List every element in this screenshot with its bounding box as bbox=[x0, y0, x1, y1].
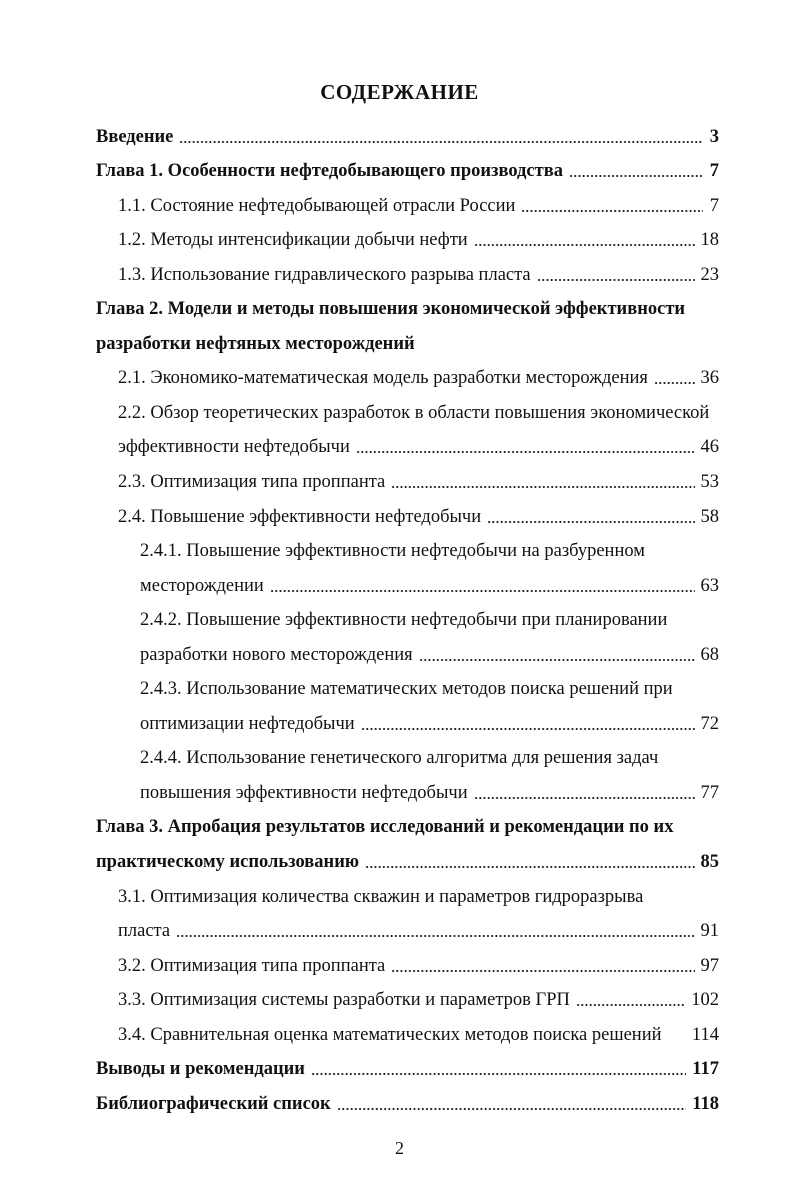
toc-page-number: 85 bbox=[700, 852, 719, 873]
dot-leader bbox=[666, 1040, 688, 1046]
toc-entry[interactable] bbox=[0, 286, 799, 321]
toc-page-number: 3 bbox=[709, 126, 719, 147]
toc-entry[interactable] bbox=[0, 389, 799, 424]
toc-entry[interactable] bbox=[0, 804, 799, 839]
toc-entry-text: 2.4.1. Повышение эффективности нефтедобычи на разбуренном bbox=[140, 541, 645, 562]
dot-leader bbox=[391, 483, 694, 489]
toc-entry[interactable] bbox=[0, 458, 799, 493]
toc-page-number: 117 bbox=[692, 1059, 719, 1080]
toc-entry-text: 3.3. Оптимизация системы разработки и параметров ГРП bbox=[118, 990, 570, 1011]
toc-entry-text: 2.4.4. Использование генетического алгоритма для решения задач bbox=[140, 748, 659, 769]
toc-page-number: 102 bbox=[691, 990, 719, 1011]
toc-entry[interactable] bbox=[0, 493, 799, 528]
toc-entry[interactable] bbox=[0, 182, 799, 217]
toc-entry-text: Выводы и рекомендации bbox=[96, 1059, 305, 1080]
toc-entry-text: месторождении bbox=[140, 575, 264, 596]
dot-leader bbox=[419, 656, 695, 662]
toc-entry-text: Введение bbox=[96, 126, 174, 147]
toc-page-number: 63 bbox=[700, 575, 719, 596]
toc-entry-text: Глава 2. Модели и методы повышения экономической эффективности bbox=[96, 299, 686, 320]
dot-leader bbox=[576, 1001, 685, 1007]
toc-entry[interactable] bbox=[0, 942, 799, 977]
toc-entry-text: практическому использованию bbox=[96, 852, 359, 873]
toc-entry[interactable] bbox=[0, 700, 799, 735]
toc-entry[interactable] bbox=[0, 838, 799, 873]
dot-leader bbox=[474, 794, 695, 800]
toc-entry[interactable] bbox=[0, 251, 799, 286]
toc-page-number: 7 bbox=[709, 195, 719, 216]
toc-entry[interactable] bbox=[0, 631, 799, 666]
dot-leader bbox=[311, 1070, 686, 1076]
toc-entry-text: повышения эффективности нефтедобычи bbox=[140, 782, 468, 803]
toc-title: СОДЕРЖАНИЕ bbox=[320, 80, 479, 104]
dot-leader bbox=[337, 1105, 687, 1111]
toc-entry-text: 2.1. Экономико-математическая модель разработки месторождения bbox=[118, 368, 648, 389]
dot-leader bbox=[569, 172, 703, 178]
dot-leader bbox=[361, 725, 695, 731]
toc-page-number: 68 bbox=[700, 644, 719, 665]
toc-entry-text: Библиографический список bbox=[96, 1093, 331, 1114]
dot-leader bbox=[270, 587, 695, 593]
dot-leader bbox=[391, 967, 694, 973]
toc-entry[interactable] bbox=[0, 424, 799, 459]
toc-entry[interactable] bbox=[0, 113, 799, 148]
toc-entry-text: 2.4.2. Повышение эффективности нефтедобычи при планировании bbox=[140, 610, 668, 631]
dot-leader bbox=[487, 518, 694, 524]
dot-leader bbox=[356, 448, 695, 454]
dot-leader bbox=[365, 863, 695, 869]
toc-page-number: 18 bbox=[700, 230, 719, 251]
toc-entry-text: 2.2. Обзор теоретических разработок в области повышения экономической bbox=[118, 402, 710, 423]
toc-entry[interactable] bbox=[0, 735, 799, 770]
dot-leader bbox=[474, 241, 695, 247]
page-number: 2 bbox=[395, 1138, 404, 1158]
toc-page-number: 7 bbox=[709, 161, 719, 182]
dot-leader bbox=[654, 379, 695, 385]
toc-entry-text: 3.1. Оптимизация количества скважин и параметров гидроразрыва bbox=[118, 886, 644, 907]
toc-entry[interactable] bbox=[0, 769, 799, 804]
toc-entry[interactable] bbox=[0, 562, 799, 597]
toc-page-number: 23 bbox=[700, 264, 719, 285]
toc-page-number: 114 bbox=[691, 1024, 719, 1045]
toc-entry-text: 1.1. Состояние нефтедобывающей отрасли России bbox=[118, 195, 516, 216]
dot-leader bbox=[521, 207, 703, 213]
toc-entry-text: разработки нефтяных месторождений bbox=[96, 333, 415, 354]
toc-entry-text: 2.4. Повышение эффективности нефтедобычи bbox=[118, 506, 482, 527]
dot-leader bbox=[176, 932, 694, 938]
toc-page-number: 91 bbox=[700, 921, 719, 942]
toc-page-number: 53 bbox=[700, 472, 719, 493]
toc-entry-text: Глава 1. Особенности нефтедобывающего производства bbox=[96, 161, 563, 182]
toc-page-number: 118 bbox=[692, 1093, 719, 1114]
toc-entry-text: 2.4.3. Использование математических методов поиска решений при bbox=[140, 679, 673, 700]
toc-entry[interactable] bbox=[0, 977, 799, 1012]
dot-leader bbox=[179, 138, 703, 144]
toc-page-number: 46 bbox=[700, 437, 719, 458]
toc-entry[interactable] bbox=[0, 666, 799, 701]
toc-entry-text: Глава 3. Апробация результатов исследований и рекомендации по их bbox=[96, 817, 674, 838]
toc-entry[interactable] bbox=[0, 1046, 799, 1081]
toc-entry[interactable] bbox=[0, 1011, 799, 1046]
toc-page-number: 97 bbox=[700, 955, 719, 976]
toc-entry[interactable] bbox=[0, 528, 799, 563]
toc-entry-text: оптимизации нефтедобычи bbox=[140, 713, 355, 734]
toc-entry-text: 1.3. Использование гидравлического разрыва пласта bbox=[118, 264, 531, 285]
toc-entry-text: разработки нового месторождения bbox=[140, 644, 413, 665]
table-of-contents bbox=[0, 113, 799, 1115]
toc-page-number: 36 bbox=[700, 368, 719, 389]
toc-entry[interactable] bbox=[0, 908, 799, 943]
dot-leader bbox=[537, 276, 695, 282]
toc-entry-text: эффективности нефтедобычи bbox=[118, 437, 350, 458]
toc-entry[interactable] bbox=[0, 873, 799, 908]
toc-entry[interactable] bbox=[0, 355, 799, 390]
toc-entry[interactable] bbox=[0, 1080, 799, 1115]
toc-entry[interactable] bbox=[0, 217, 799, 252]
toc-entry-text: 3.2. Оптимизация типа проппанта bbox=[118, 955, 386, 976]
toc-entry-text: 1.2. Методы интенсификации добычи нефти bbox=[118, 230, 468, 251]
toc-entry-text: 3.4. Сравнительная оценка математических методов поиска решений bbox=[118, 1024, 662, 1045]
toc-page-number: 58 bbox=[700, 506, 719, 527]
toc-entry[interactable] bbox=[0, 597, 799, 632]
toc-entry-text: пласта bbox=[118, 921, 171, 942]
toc-entry[interactable] bbox=[0, 320, 799, 355]
toc-page-number: 77 bbox=[700, 782, 719, 803]
toc-entry-text: 2.3. Оптимизация типа проппанта bbox=[118, 472, 386, 493]
toc-entry[interactable] bbox=[0, 148, 799, 183]
toc-page-number: 72 bbox=[700, 713, 719, 734]
